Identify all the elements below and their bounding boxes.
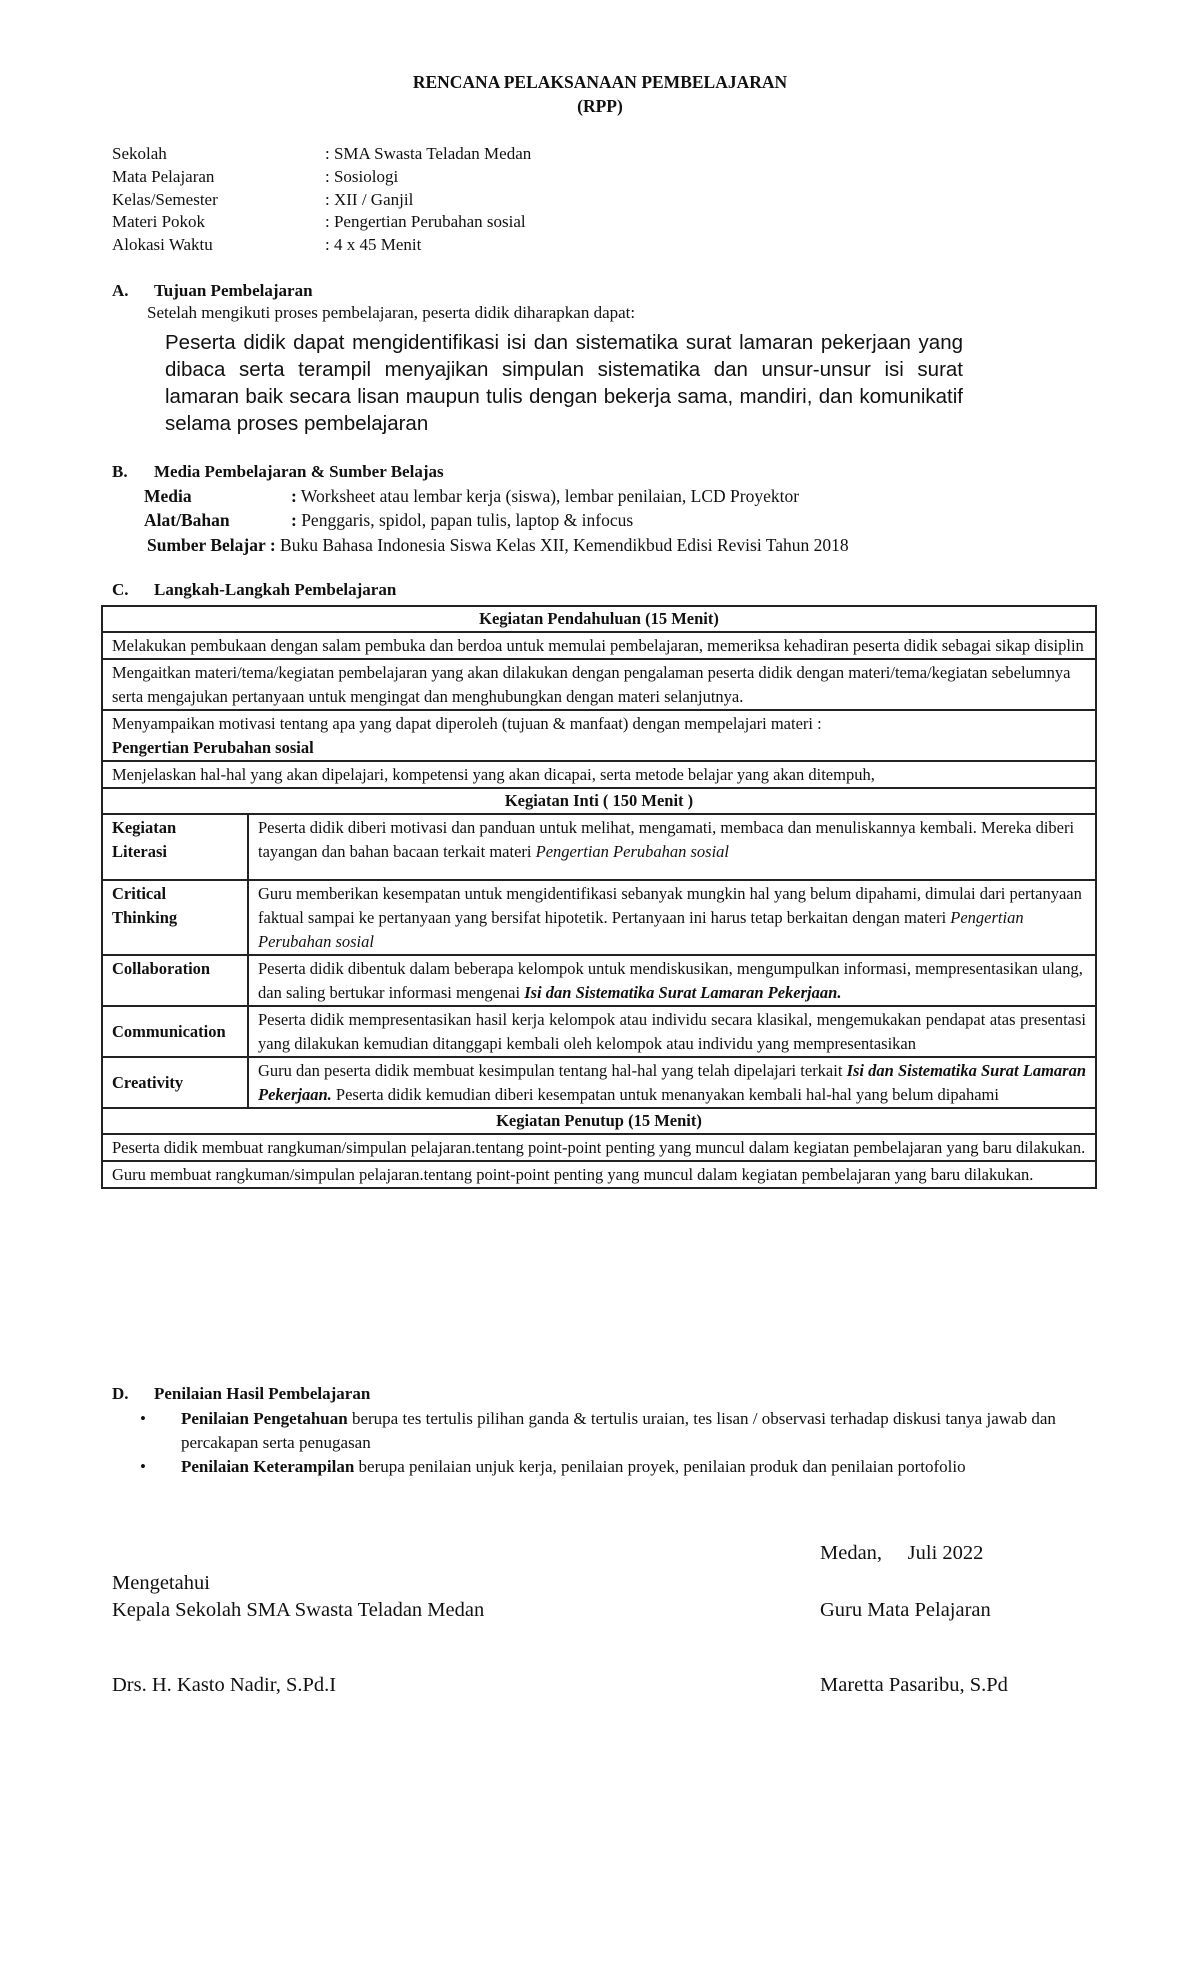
table-row <box>102 955 1096 1006</box>
table-row <box>102 632 1096 659</box>
section-a-objective: Peserta didik dapat mengidentifikasi isi dan sistematika surat lamaran pekerjaan yang dibaca serta terampil menyajikan simpulan sistematika dan unsur-unsur isi surat lamaran baik secara lisan maupun tulis dengan bekerja sama, mandiri, dan komunikatif selama proses pembelajaran <box>165 331 963 435</box>
identity-label-class: Kelas/Semester <box>112 190 218 209</box>
document-subtitle: (RPP) <box>577 96 623 116</box>
section-c-heading <box>112 580 396 600</box>
table-row <box>102 814 1096 880</box>
table-row <box>102 1108 1096 1134</box>
penutup-step-2: Guru membuat rangkuman/simpulan pelajaran.tentang point-point penting yang muncul dalam kegiatan pembelajaran yang baru dilakukan. <box>102 1161 1096 1188</box>
inti-heading: Kegiatan Inti ( 150 Menit ) <box>102 788 1096 814</box>
penutup-step-1: Peserta didik membuat rangkuman/simpulan pelajaran.tentang point-point penting yang muncul dalam kegiatan pembelajaran yang baru dilakukan. <box>102 1134 1096 1161</box>
section-a-heading <box>112 281 313 301</box>
section-b-heading <box>112 462 444 482</box>
critical-thinking-label: Critical Thinking <box>102 880 248 955</box>
list-item: • Penilaian Keterampilan berupa penilaian unjuk kerja, penilaian proyek, penilaian produk dan penilaian portofolio <box>140 1455 1105 1479</box>
signature-left-role: Kepala Sekolah SMA Swasta Teladan Medan <box>112 1599 485 1621</box>
alat-label: Alat/Bahan <box>144 510 230 530</box>
table-row <box>102 606 1096 632</box>
section-c-letter: C. <box>112 580 129 599</box>
signature-left-name: Drs. H. Kasto Nadir, S.Pd.I <box>112 1674 337 1696</box>
signature-left-caption: Mengetahui <box>112 1572 210 1594</box>
identity-label-topic: Materi Pokok <box>112 212 206 231</box>
section-d-letter: D. <box>112 1384 129 1403</box>
creativity-label: Creativity <box>102 1057 248 1108</box>
table-row <box>102 761 1096 788</box>
assessment-list <box>140 1407 1105 1479</box>
table-row <box>102 710 1096 761</box>
media-label: Media <box>144 486 192 506</box>
learning-steps-table <box>101 605 1097 1189</box>
critical-thinking-text: Guru memberikan kesempatan untuk mengidentifikasi sebanyak mungkin hal yang belum dipahami, dimulai dari pertanyaan faktual sampai ke pertanyaan yang bersifat hipotetik. Pertanyaan ini harus tetap berkaitan dengan materi Pengertian Perubahan sosial <box>248 880 1096 955</box>
motivasi-text: Menyampaikan motivasi tentang apa yang dapat diperoleh (tujuan & manfaat) dengan mempelajari materi : <box>112 714 822 733</box>
collaboration-label: Collaboration <box>102 955 248 1006</box>
identity-value-school: : SMA Swasta Teladan Medan <box>325 144 532 163</box>
bullet-icon: • <box>140 1409 146 1428</box>
section-d-heading <box>112 1384 370 1404</box>
list-item: • Penilaian Pengetahuan berupa tes tertulis pilihan ganda & tertulis uraian, tes lisan / observasi terhadap diskusi tanya jawab dan percakapan serta penugasan <box>140 1409 1056 1452</box>
document-title: RENCANA PELAKSANAAN PEMBELAJARAN <box>412 72 788 92</box>
identity-label-school: Sekolah <box>112 144 167 163</box>
literasi-text: Peserta didik diberi motivasi dan panduan untuk melihat, mengamati, membaca dan menuliskannya kembali. Mereka diberi tayangan dan bahan bacaan terkait materi Pengertian Perubahan sosial <box>248 814 1096 880</box>
pendahuluan-step-1: Melakukan pembukaan dengan salam pembuka dan berdoa untuk memulai pembelajaran, memeriksa kehadiran peserta didik sebagai sikap disiplin <box>102 632 1096 659</box>
section-c-title: Langkah-Langkah Pembelajaran <box>154 580 397 599</box>
sumber-belajar-row: Sumber Belajar : Buku Bahasa Indonesia Siswa Kelas XII, Kemendikbud Edisi Revisi Tahun 2018 <box>147 535 849 555</box>
penutup-heading: Kegiatan Penutup (15 Menit) <box>102 1108 1096 1134</box>
section-a-title: Tujuan Pembelajaran <box>154 281 313 300</box>
section-a-letter: A. <box>112 281 129 300</box>
communication-label: Communication <box>102 1006 248 1057</box>
media-value: : Worksheet atau lembar kerja (siswa), lembar penilaian, LCD Proyektor <box>291 486 800 506</box>
table-row <box>102 1134 1096 1161</box>
identity-label-subject: Mata Pelajaran <box>112 167 215 186</box>
identity-value-subject: : Sosiologi <box>325 167 399 186</box>
signature-right-name: Maretta Pasaribu, S.Pd <box>820 1674 1008 1696</box>
section-b-title: Media Pembelajaran & Sumber Belajas <box>154 462 444 481</box>
alat-value: : Penggaris, spidol, papan tulis, laptop & infocus <box>291 510 634 530</box>
creativity-text: Guru dan peserta didik membuat kesimpulan tentang hal-hal yang telah dipelajari terkait Isi dan Sistematika Surat Lamaran Pekerjaan. Peserta didik kemudian diberi kesempatan untuk menanyakan kembali hal-hal yang belum dipahami <box>248 1057 1096 1108</box>
section-d-title: Penilaian Hasil Pembelajaran <box>154 1384 371 1403</box>
motivasi-topic: Pengertian Perubahan sosial <box>112 738 314 757</box>
collaboration-text: Peserta didik dibentuk dalam beberapa kelompok untuk mendiskusikan, mengumpulkan informasi, mempresentasikan ulang, dan saling bertukar informasi mengenai Isi dan Sistematika Surat Lamaran Pekerjaan. <box>248 955 1096 1006</box>
signature-right-role: Guru Mata Pelajaran <box>820 1599 991 1621</box>
place-date: Medan, Juli 2022 <box>820 1542 984 1564</box>
identity-value-time: : 4 x 45 Menit <box>325 235 422 254</box>
bullet-icon: • <box>140 1457 146 1476</box>
table-row <box>102 788 1096 814</box>
table-row <box>102 1057 1096 1108</box>
section-a-intro: Setelah mengikuti proses pembelajaran, peserta didik diharapkan dapat: <box>147 303 636 322</box>
table-row <box>102 1161 1096 1188</box>
identity-value-topic: : Pengertian Perubahan sosial <box>325 212 526 231</box>
identity-label-time: Alokasi Waktu <box>112 235 213 254</box>
table-row <box>102 659 1096 710</box>
section-b-letter: B. <box>112 462 128 481</box>
table-row <box>102 1006 1096 1057</box>
identity-value-class: : XII / Ganjil <box>325 190 414 209</box>
pendahuluan-step-3 <box>102 710 1096 761</box>
pendahuluan-step-2: Mengaitkan materi/tema/kegiatan pembelajaran yang akan dilakukan dengan pengalaman peserta didik dengan materi/tema/kegiatan sebelumnya serta mengajukan pertanyaan untuk mengingat dan menghubungkan dengan materi selanjutnya. <box>102 659 1096 710</box>
pendahuluan-step-4: Menjelaskan hal-hal yang akan dipelajari, kompetensi yang akan dicapai, serta metode belajar yang akan ditempuh, <box>102 761 1096 788</box>
literasi-label: Kegiatan Literasi <box>102 814 248 880</box>
table-row <box>102 880 1096 955</box>
communication-text: Peserta didik mempresentasikan hasil kerja kelompok atau individu secara klasikal, mengemukakan pendapat atas presentasi yang dilakukan kemudian ditanggapi kembali oleh kelompok atau individu yang mempresentasikan <box>248 1006 1096 1057</box>
pendahuluan-heading: Kegiatan Pendahuluan (15 Menit) <box>102 606 1096 632</box>
